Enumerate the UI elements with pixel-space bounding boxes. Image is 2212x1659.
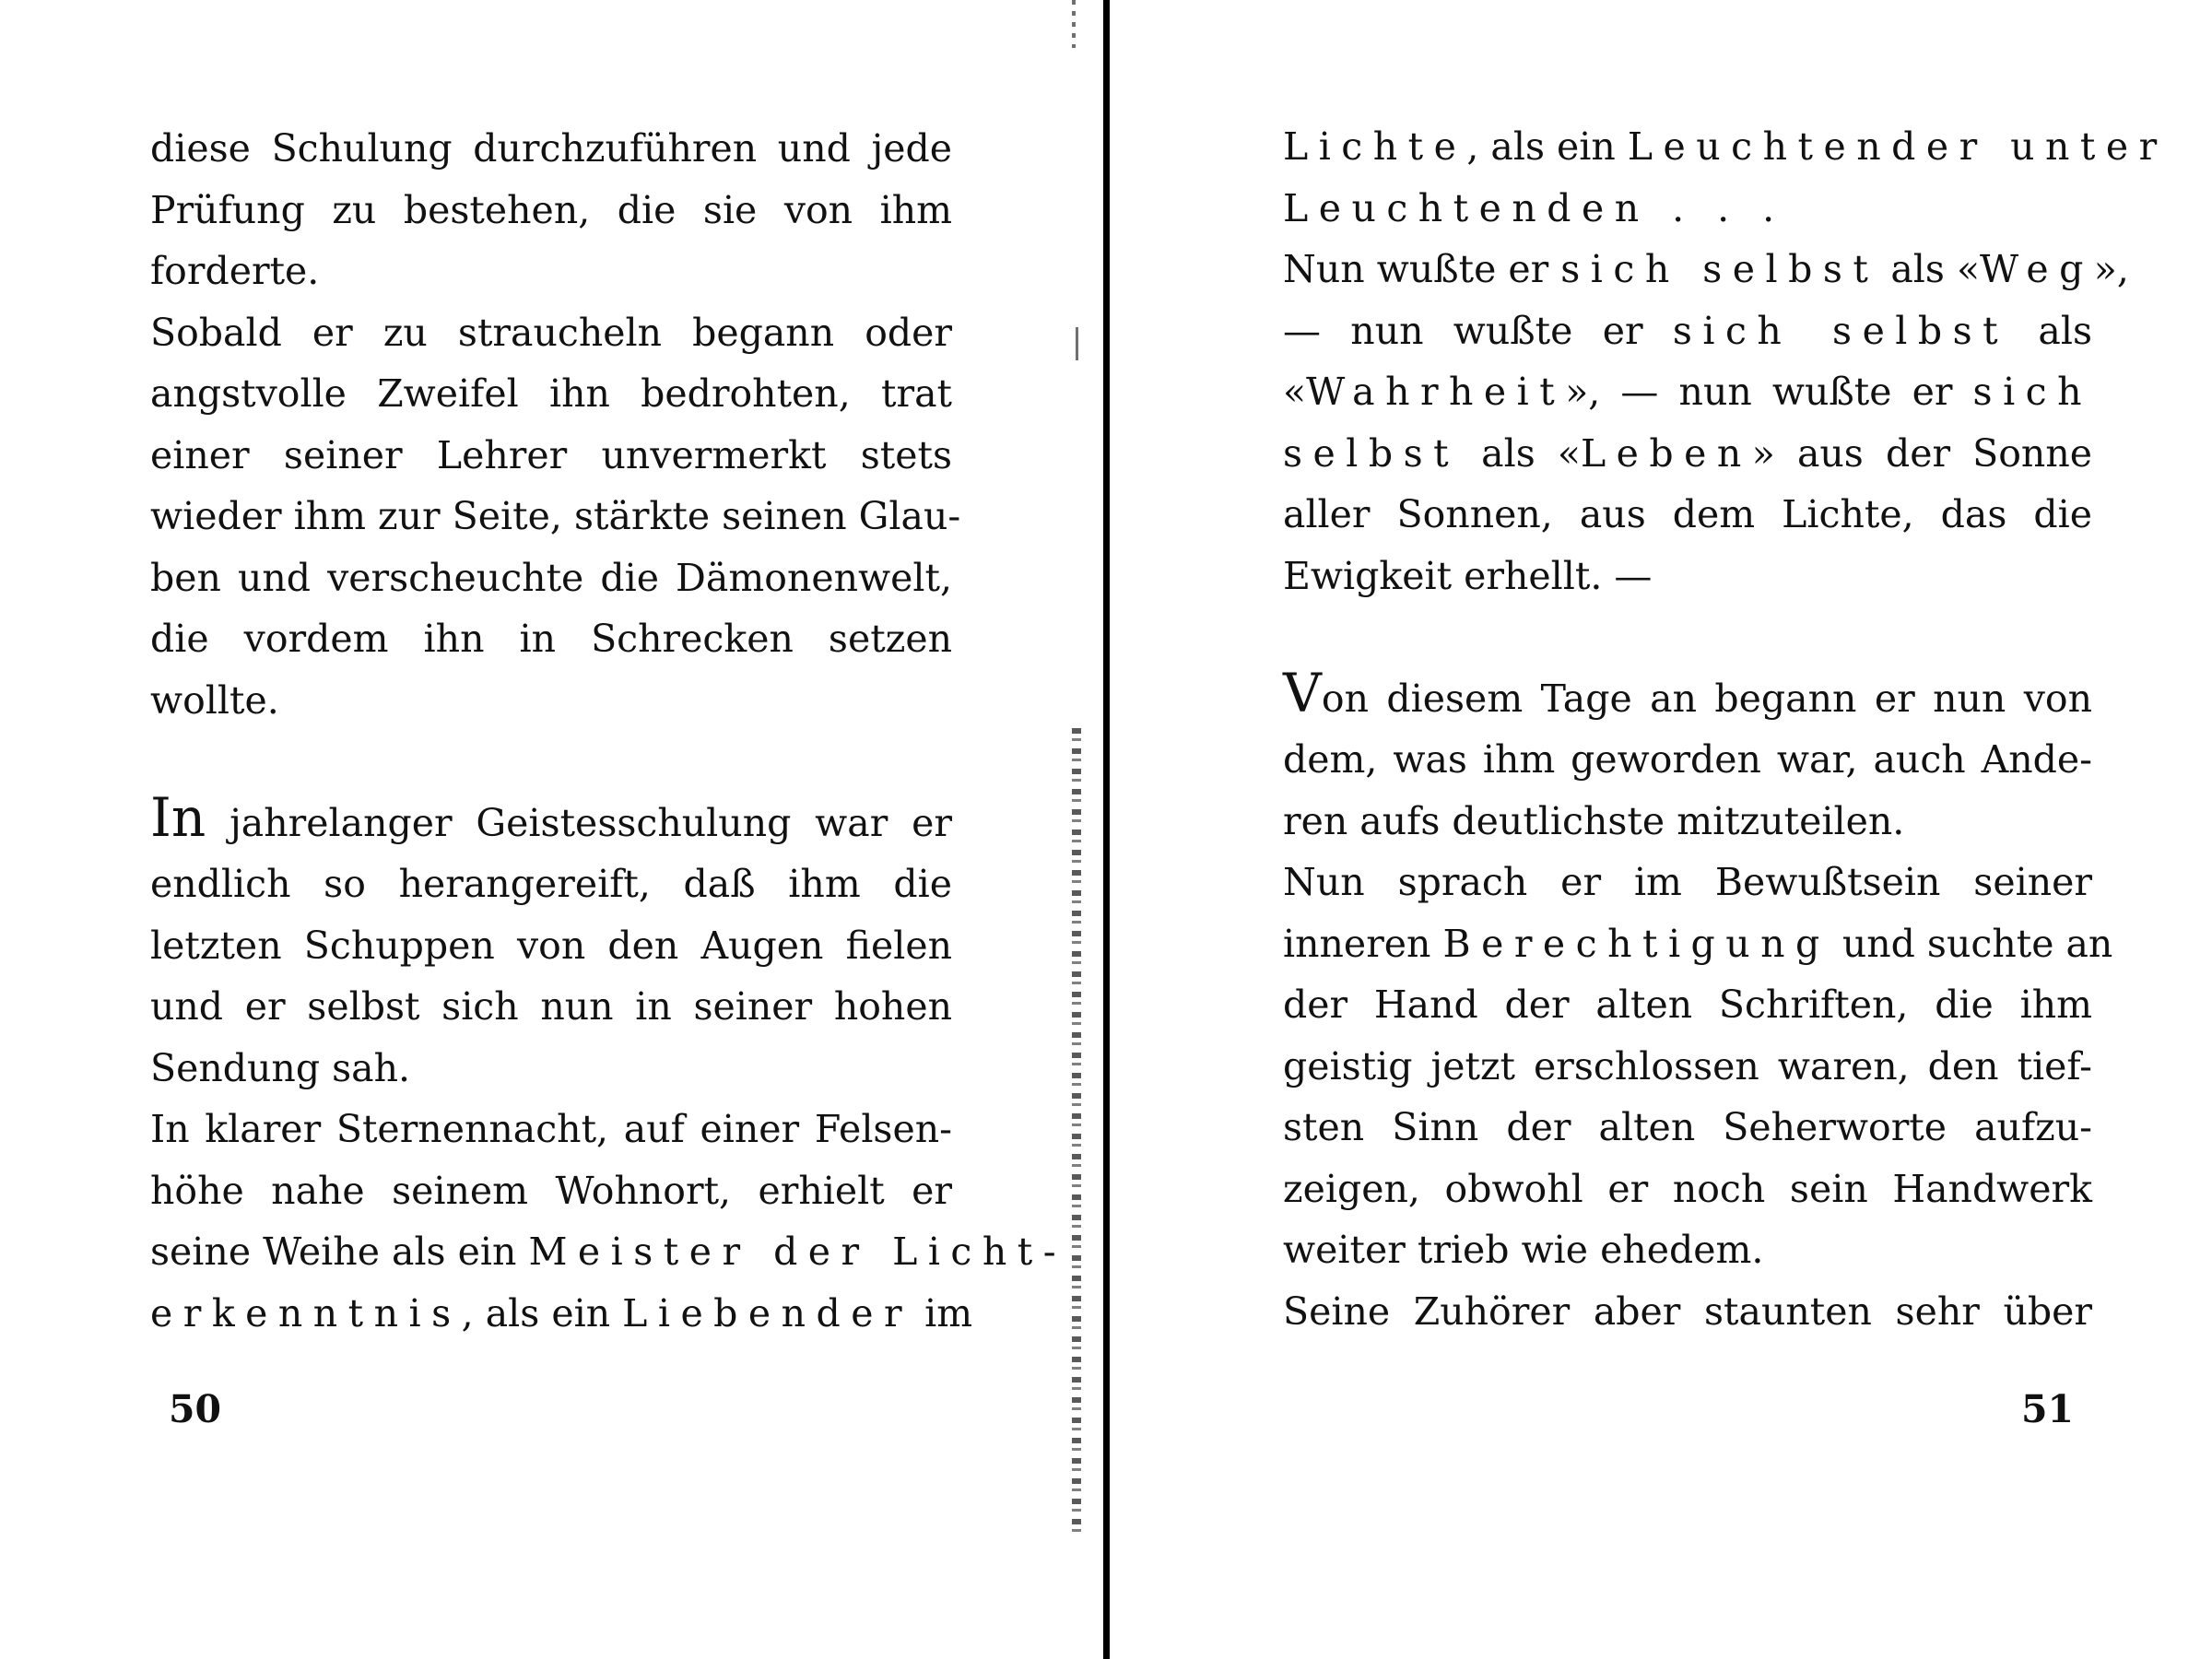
text-line: ben und verscheuchte die Dämonenwelt,	[150, 555, 952, 600]
text-line	[150, 1221, 1067, 1283]
text-segment: , als ein	[1466, 124, 1628, 169]
text-line: zeigen, obwohl er noch sein Handwerk	[1283, 1166, 2092, 1211]
left-page	[0, 0, 1088, 1659]
text-segment: , als ein	[461, 1290, 623, 1335]
text-line: höhe nahe seinem Wohnort, erhielt er	[150, 1168, 952, 1213]
text-line: Sendung sah.	[150, 1045, 411, 1090]
text-line: Prüfung zu bestehen, die sie von ihm	[150, 187, 952, 232]
dropcap: V	[1283, 661, 1322, 724]
page-number: 50	[169, 1387, 222, 1431]
text-line: ren aufs deutlichste mitzuteilen.	[1283, 798, 1905, 843]
text-segment: — nun wußte er	[1283, 308, 1673, 353]
text-line: Ewigkeit erhellt. —	[1283, 553, 1653, 598]
text-line-rest: jahrelanger Geistesschulung war er	[229, 800, 952, 845]
text-line	[1283, 913, 2113, 975]
text-segment: seine Weihe als ein	[150, 1230, 529, 1274]
text-line	[1283, 423, 2092, 485]
text-line: weiter trieb wie ehedem.	[1283, 1228, 1764, 1272]
spaced-text: Leuchtender unter	[1627, 124, 2168, 169]
text-segment: »,	[2093, 247, 2129, 291]
text-line: der Hand der alten Schriften, die ihm	[1283, 982, 2092, 1027]
text-line: aller Sonnen, aus dem Lichte, das die	[1283, 492, 2092, 536]
text-line	[1283, 300, 2092, 362]
text-line: angstvolle Zweifel ihn bedrohten, trat	[150, 371, 952, 416]
text-segment: und suchte an	[1830, 921, 2113, 966]
text-line	[1283, 116, 2168, 178]
spaced-text: erkenntnis	[150, 1290, 462, 1335]
text-line: wieder ihm zur Seite, stärkte seinen Glau-	[150, 494, 961, 538]
text-line: forderte.	[150, 249, 320, 293]
right-page-text	[1283, 116, 2168, 1342]
text-segment: im	[912, 1290, 973, 1335]
page-number: 51	[2020, 1387, 2074, 1431]
text-line	[1283, 239, 2129, 300]
right-page	[1111, 0, 2212, 1659]
text-segment: inneren	[1283, 921, 1443, 966]
spaced-text: sich selbst	[1672, 308, 2009, 353]
text-line: wollte.	[150, 677, 279, 723]
text-line: die vordem ihn in Schrecken setzen	[150, 617, 952, 661]
text-line: einer seiner Lehrer unvermerkt stets	[150, 432, 952, 477]
text-line	[1283, 178, 2092, 240]
spaced-text: sich selbst	[1560, 247, 1879, 291]
spaced-text: Berechtigung	[1442, 921, 1830, 966]
spaced-text: Leben	[1580, 430, 1752, 476]
text-line: endlich so herangereift, daß ihm die	[150, 862, 952, 906]
text-line	[150, 785, 952, 854]
text-segment: «	[1283, 370, 1307, 414]
left-page-text	[150, 118, 1067, 1344]
text-segment: », — nun wußte er	[1565, 370, 1973, 414]
spaced-text: selbst	[1283, 430, 1460, 476]
text-line: In klarer Sternennacht, auf einer Felsen-	[150, 1107, 952, 1151]
text-line	[1283, 661, 2092, 730]
spaced-text: Weg	[1980, 247, 2094, 291]
spaced-text: Lichte	[1283, 124, 1467, 169]
text-segment: als	[2008, 308, 2092, 353]
spaced-text: Leuchtenden . . .	[1283, 185, 1785, 230]
text-line-rest: on diesem Tage an begann er nun von	[1321, 676, 2092, 721]
paragraph-gap	[150, 731, 952, 793]
text-line: und er selbst sich nun in seiner hohen	[150, 984, 952, 1029]
paragraph-gap	[1283, 606, 2092, 668]
text-segment: » aus der Sonne	[1751, 430, 2092, 476]
text-line	[1283, 361, 2092, 423]
text-line: letzten Schuppen von den Augen fielen	[150, 923, 952, 968]
text-segment: Nun wußte er	[1283, 247, 1561, 291]
spaced-text: Liebender	[622, 1290, 913, 1335]
text-line: Sobald er zu straucheln begann oder	[150, 310, 952, 355]
text-line: sten Sinn der alten Seherworte aufzu-	[1283, 1105, 2092, 1149]
dropcap: In	[150, 785, 206, 849]
spaced-text: Meister der Licht-	[528, 1230, 1067, 1274]
book-gutter-line	[1103, 0, 1110, 1659]
text-line: Seine Zuhörer aber staunten sehr über	[1283, 1288, 2092, 1334]
text-line: Nun sprach er im Bewußtsein seiner	[1283, 860, 2092, 904]
text-line: dem, was ihm geworden war, auch Ande-	[1283, 737, 2092, 782]
text-line: diese Schulung durchzuführen und jede	[150, 126, 952, 171]
text-line: geistig jetzt erschlossen waren, den tief-	[1283, 1043, 2092, 1088]
text-line	[150, 1283, 973, 1345]
text-segment: als «	[1459, 430, 1581, 476]
spaced-text: Wahrheit	[1306, 370, 1566, 414]
spaced-text: sich	[1972, 370, 2092, 414]
text-segment: als «	[1878, 247, 1981, 291]
